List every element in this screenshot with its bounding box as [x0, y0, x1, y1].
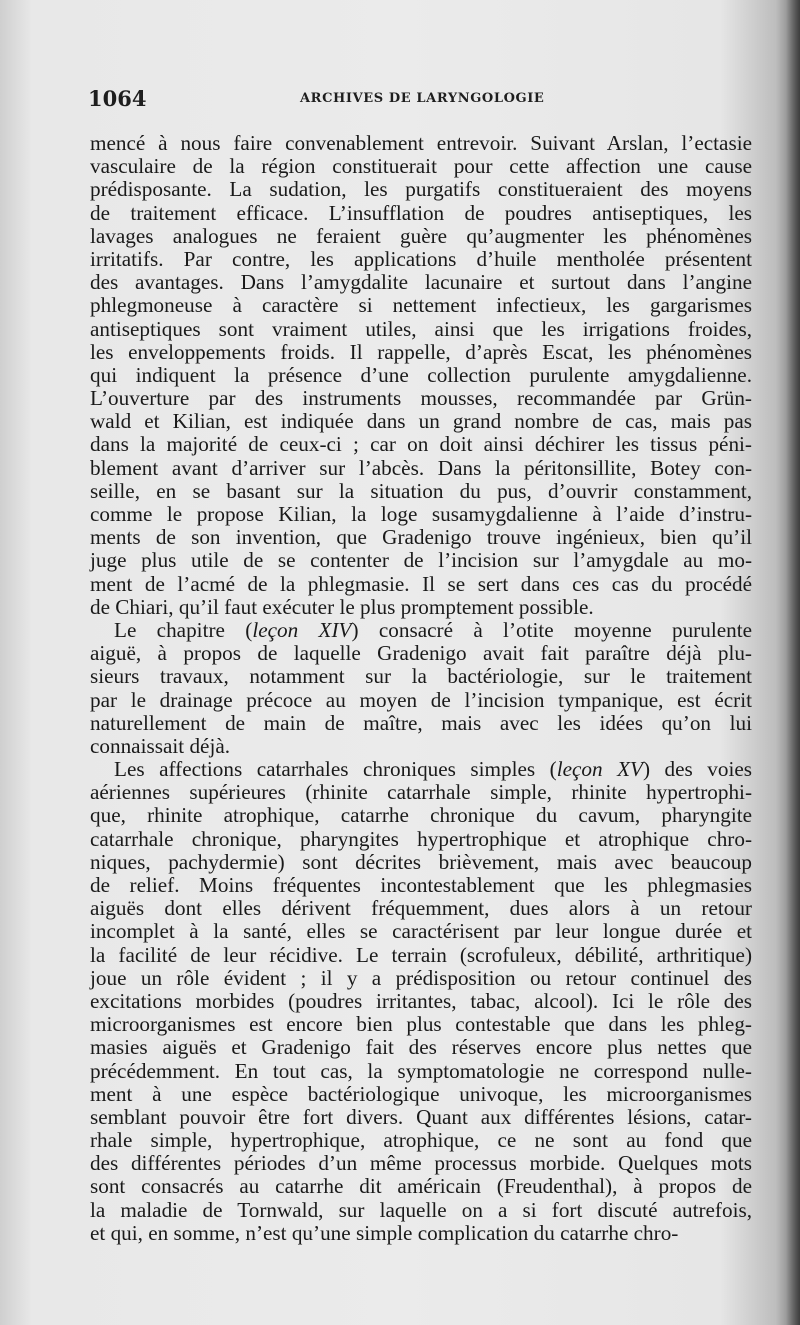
text-line: la facilité de leur récidive. Le terrain (scrofuleux, débilité, arthritique) — [90, 942, 752, 967]
text-line: rhale simple, hypertrophique, atrophique, ce ne sont au fond que — [90, 1128, 752, 1153]
text-line: niques, pachydermie) sont décrites brièvement, mais avec beaucoup — [90, 849, 752, 874]
text-line: joue un rôle évident ; il y a prédisposition ou retour continuel des — [90, 965, 752, 990]
page-number: 1064 — [88, 86, 147, 111]
text-line: ment à une espèce bactériologique univoque, les microorganismes — [90, 1081, 752, 1106]
text-line: L’ouverture par des instruments mousses, recommandée par Grün- — [90, 386, 752, 411]
text-line: ments de son invention, que Gradenigo trouve ingénieux, bien qu’il — [90, 525, 752, 550]
text-line: masies aiguës et Gradenigo fait des réserves encore plus nettes que — [90, 1035, 752, 1060]
text-line: précédemment. En tout cas, la symptomatologie ne correspond nulle- — [90, 1058, 752, 1083]
text-line: wald et Kilian, est indiquée dans un grand nombre de cas, mais pas — [90, 409, 752, 434]
text-line: naturellement de main de maître, mais avec les idées qu’on lui — [90, 710, 752, 735]
paragraph — [90, 132, 752, 619]
text-line: que, rhinite atrophique, catarrhe chronique du cavum, pharyngite — [90, 803, 752, 828]
text-line: par le drainage précoce au moyen de l’incision tympanique, est écrit — [90, 687, 752, 712]
text-line: Le chapitre (leçon XIV) consacré à l’otite moyenne purulente — [114, 617, 753, 642]
running-head: ARCHIVES DE LARYNGOLOGIE — [300, 91, 545, 106]
text-line: dans la majorité de ceux-ci ; car on doit ainsi déchirer les tissus péni- — [90, 432, 752, 457]
text-line: incomplet à la santé, elles se caractérisent par leur longue durée et — [90, 919, 752, 944]
text-line: les enveloppements froids. Il rappelle, d’après Escat, les phénomènes — [90, 339, 752, 364]
text-line: de relief. Moins fréquentes incontestablement que les phlegmasies — [90, 873, 752, 897]
text-line: aiguë, à propos de laquelle Gradenigo avait fait paraître déjà plu- — [90, 641, 752, 666]
text-line: juge plus utile de se contenter de l’incision sur l’amygdale au mo- — [90, 548, 752, 573]
text-line: semblant pouvoir être fort divers. Quant aux différentes lésions, catar- — [90, 1104, 752, 1129]
text-line: lavages analogues ne feraient guère qu’augmenter les phénomènes — [90, 223, 752, 248]
paragraph — [90, 758, 752, 1245]
text-line: blement avant d’arriver sur l’abcès. Dans la péritonsillite, Botey con- — [90, 455, 752, 480]
text-line: phlegmoneuse à caractère si nettement infectieux, les gargarismes — [90, 293, 752, 318]
text-line: et qui, en somme, n’est qu’une simple complication du catarrhe chro- — [90, 1220, 679, 1245]
text-line: des avantages. Dans l’amygdalite lacunaire et surtout dans l’angine — [90, 270, 752, 295]
text-line: comme le propose Kilian, la loge susamygdalienne à l’aide d’instru- — [90, 502, 752, 526]
text-line: qui indiquent la présence d’une collection purulente amygdalienne. — [90, 362, 752, 387]
text-line: catarrhale chronique, pharyngites hypertrophique et atrophique chro- — [90, 826, 752, 851]
text-line: de Chiari, qu’il faut exécuter le plus promptement possible. — [90, 594, 594, 619]
text-line: vasculaire de la région constituerait pour cette affection une cause — [90, 154, 752, 179]
text-line: seille, en se basant sur la situation du pus, d’ouvrir constamment, — [90, 478, 752, 503]
text-line: Les affections catarrhales chroniques simples (leçon XV) des voies — [114, 757, 752, 782]
text-line: aériennes supérieures (rhinite catarrhale simple, rhinite hypertrophi- — [90, 780, 752, 805]
text-line: sieurs travaux, notamment sur la bactériologie, sur le traitement — [90, 664, 752, 689]
text-line: de traitement efficace. L’insufflation de poudres antiseptiques, les — [90, 200, 752, 225]
text-line: connaissait déjà. — [90, 733, 231, 758]
text-line: irritatifs. Par contre, les applications d’huile mentholée présentent — [90, 246, 752, 271]
text-line: ment de l’acmé de la phlegmasie. Il se sert dans ces cas du procédé — [90, 571, 752, 596]
paragraph — [90, 619, 752, 758]
text-line: antiseptiques sont vraiment utiles, ainsi que les irrigations froides, — [90, 316, 752, 341]
text-line: microorganismes est encore bien plus contestable que dans les phleg- — [90, 1012, 752, 1037]
text-line: sont consacrés au catarrhe dit américain (Freudenthal), à propos de — [90, 1174, 752, 1199]
page-header — [88, 86, 748, 110]
text-line: des différentes périodes d’un même processus morbide. Quelques mots — [90, 1151, 752, 1176]
page-shadow-edge — [786, 0, 800, 1325]
text-line: mencé à nous faire convenablement entrevoir. Suivant Arslan, l’ectasie — [90, 131, 752, 155]
text-line: prédisposante. La sudation, les purgatifs constitueraient des moyens — [90, 177, 752, 202]
text-line: excitations morbides (poudres irritantes, tabac, alcool). Ici le rôle des — [90, 988, 752, 1013]
body-text — [90, 132, 752, 1245]
text-line: aiguës dont elles dérivent fréquemment, dues alors à un retour — [90, 896, 752, 921]
text-line: la maladie de Tornwald, sur laquelle on a si fort discuté autrefois, — [90, 1197, 752, 1222]
